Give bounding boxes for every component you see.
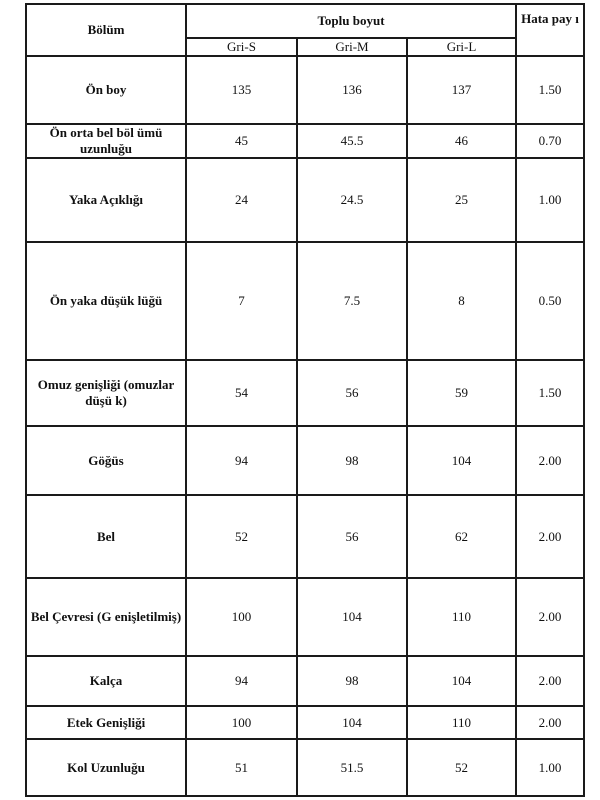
value-l: 25 bbox=[407, 158, 516, 242]
value-l: 137 bbox=[407, 56, 516, 124]
tolerance-value: 0.50 bbox=[516, 242, 584, 360]
table-row bbox=[26, 656, 584, 706]
value-s: 7 bbox=[186, 242, 297, 360]
table-row bbox=[26, 578, 584, 656]
row-label: Kol Uzunluğu bbox=[26, 739, 186, 796]
value-l: 104 bbox=[407, 656, 516, 706]
value-l: 59 bbox=[407, 360, 516, 426]
value-s: 45 bbox=[186, 124, 297, 158]
value-s: 94 bbox=[186, 656, 297, 706]
header-section: Bölüm bbox=[26, 4, 186, 56]
tolerance-value: 2.00 bbox=[516, 495, 584, 578]
tolerance-value: 1.50 bbox=[516, 360, 584, 426]
value-m: 56 bbox=[297, 360, 407, 426]
header-group: Toplu boyut bbox=[186, 4, 516, 38]
row-label: Omuz genişliği (omuzlar düşü k) bbox=[26, 360, 186, 426]
value-m: 136 bbox=[297, 56, 407, 124]
tolerance-value: 1.50 bbox=[516, 56, 584, 124]
value-m: 45.5 bbox=[297, 124, 407, 158]
value-m: 98 bbox=[297, 656, 407, 706]
table-row bbox=[26, 158, 584, 242]
value-s: 100 bbox=[186, 706, 297, 739]
value-s: 51 bbox=[186, 739, 297, 796]
value-m: 7.5 bbox=[297, 242, 407, 360]
tolerance-value: 2.00 bbox=[516, 426, 584, 495]
tolerance-value: 2.00 bbox=[516, 656, 584, 706]
value-m: 104 bbox=[297, 578, 407, 656]
value-m: 98 bbox=[297, 426, 407, 495]
table-row bbox=[26, 426, 584, 495]
row-label: Ön orta bel böl ümü uzunluğu bbox=[26, 124, 186, 158]
row-label: Yaka Açıklığı bbox=[26, 158, 186, 242]
row-label: Bel Çevresi (G enişletilmiş) bbox=[26, 578, 186, 656]
value-l: 104 bbox=[407, 426, 516, 495]
size-table bbox=[25, 3, 585, 797]
row-label: Kalça bbox=[26, 656, 186, 706]
value-m: 24.5 bbox=[297, 158, 407, 242]
table-row bbox=[26, 360, 584, 426]
value-s: 52 bbox=[186, 495, 297, 578]
table-row bbox=[26, 495, 584, 578]
value-l: 52 bbox=[407, 739, 516, 796]
header-size-m: Gri-M bbox=[297, 38, 407, 56]
tolerance-value: 2.00 bbox=[516, 578, 584, 656]
row-label: Ön yaka düşük lüğü bbox=[26, 242, 186, 360]
value-l: 46 bbox=[407, 124, 516, 158]
tolerance-value: 1.00 bbox=[516, 158, 584, 242]
value-l: 8 bbox=[407, 242, 516, 360]
header-size-s: Gri-S bbox=[186, 38, 297, 56]
table-row bbox=[26, 56, 584, 124]
header-tolerance: Hata pay ı bbox=[516, 4, 584, 56]
header-size-l: Gri-L bbox=[407, 38, 516, 56]
value-s: 54 bbox=[186, 360, 297, 426]
value-s: 94 bbox=[186, 426, 297, 495]
table-row bbox=[26, 739, 584, 796]
table-row bbox=[26, 124, 584, 158]
value-s: 24 bbox=[186, 158, 297, 242]
row-label: Ön boy bbox=[26, 56, 186, 124]
value-l: 110 bbox=[407, 578, 516, 656]
table-row bbox=[26, 706, 584, 739]
tolerance-value: 1.00 bbox=[516, 739, 584, 796]
table-row bbox=[26, 242, 584, 360]
value-s: 135 bbox=[186, 56, 297, 124]
tolerance-value: 0.70 bbox=[516, 124, 584, 158]
tolerance-value: 2.00 bbox=[516, 706, 584, 739]
value-l: 110 bbox=[407, 706, 516, 739]
value-l: 62 bbox=[407, 495, 516, 578]
value-m: 104 bbox=[297, 706, 407, 739]
value-m: 51.5 bbox=[297, 739, 407, 796]
row-label: Etek Genişliği bbox=[26, 706, 186, 739]
row-label: Göğüs bbox=[26, 426, 186, 495]
row-label: Bel bbox=[26, 495, 186, 578]
value-s: 100 bbox=[186, 578, 297, 656]
value-m: 56 bbox=[297, 495, 407, 578]
